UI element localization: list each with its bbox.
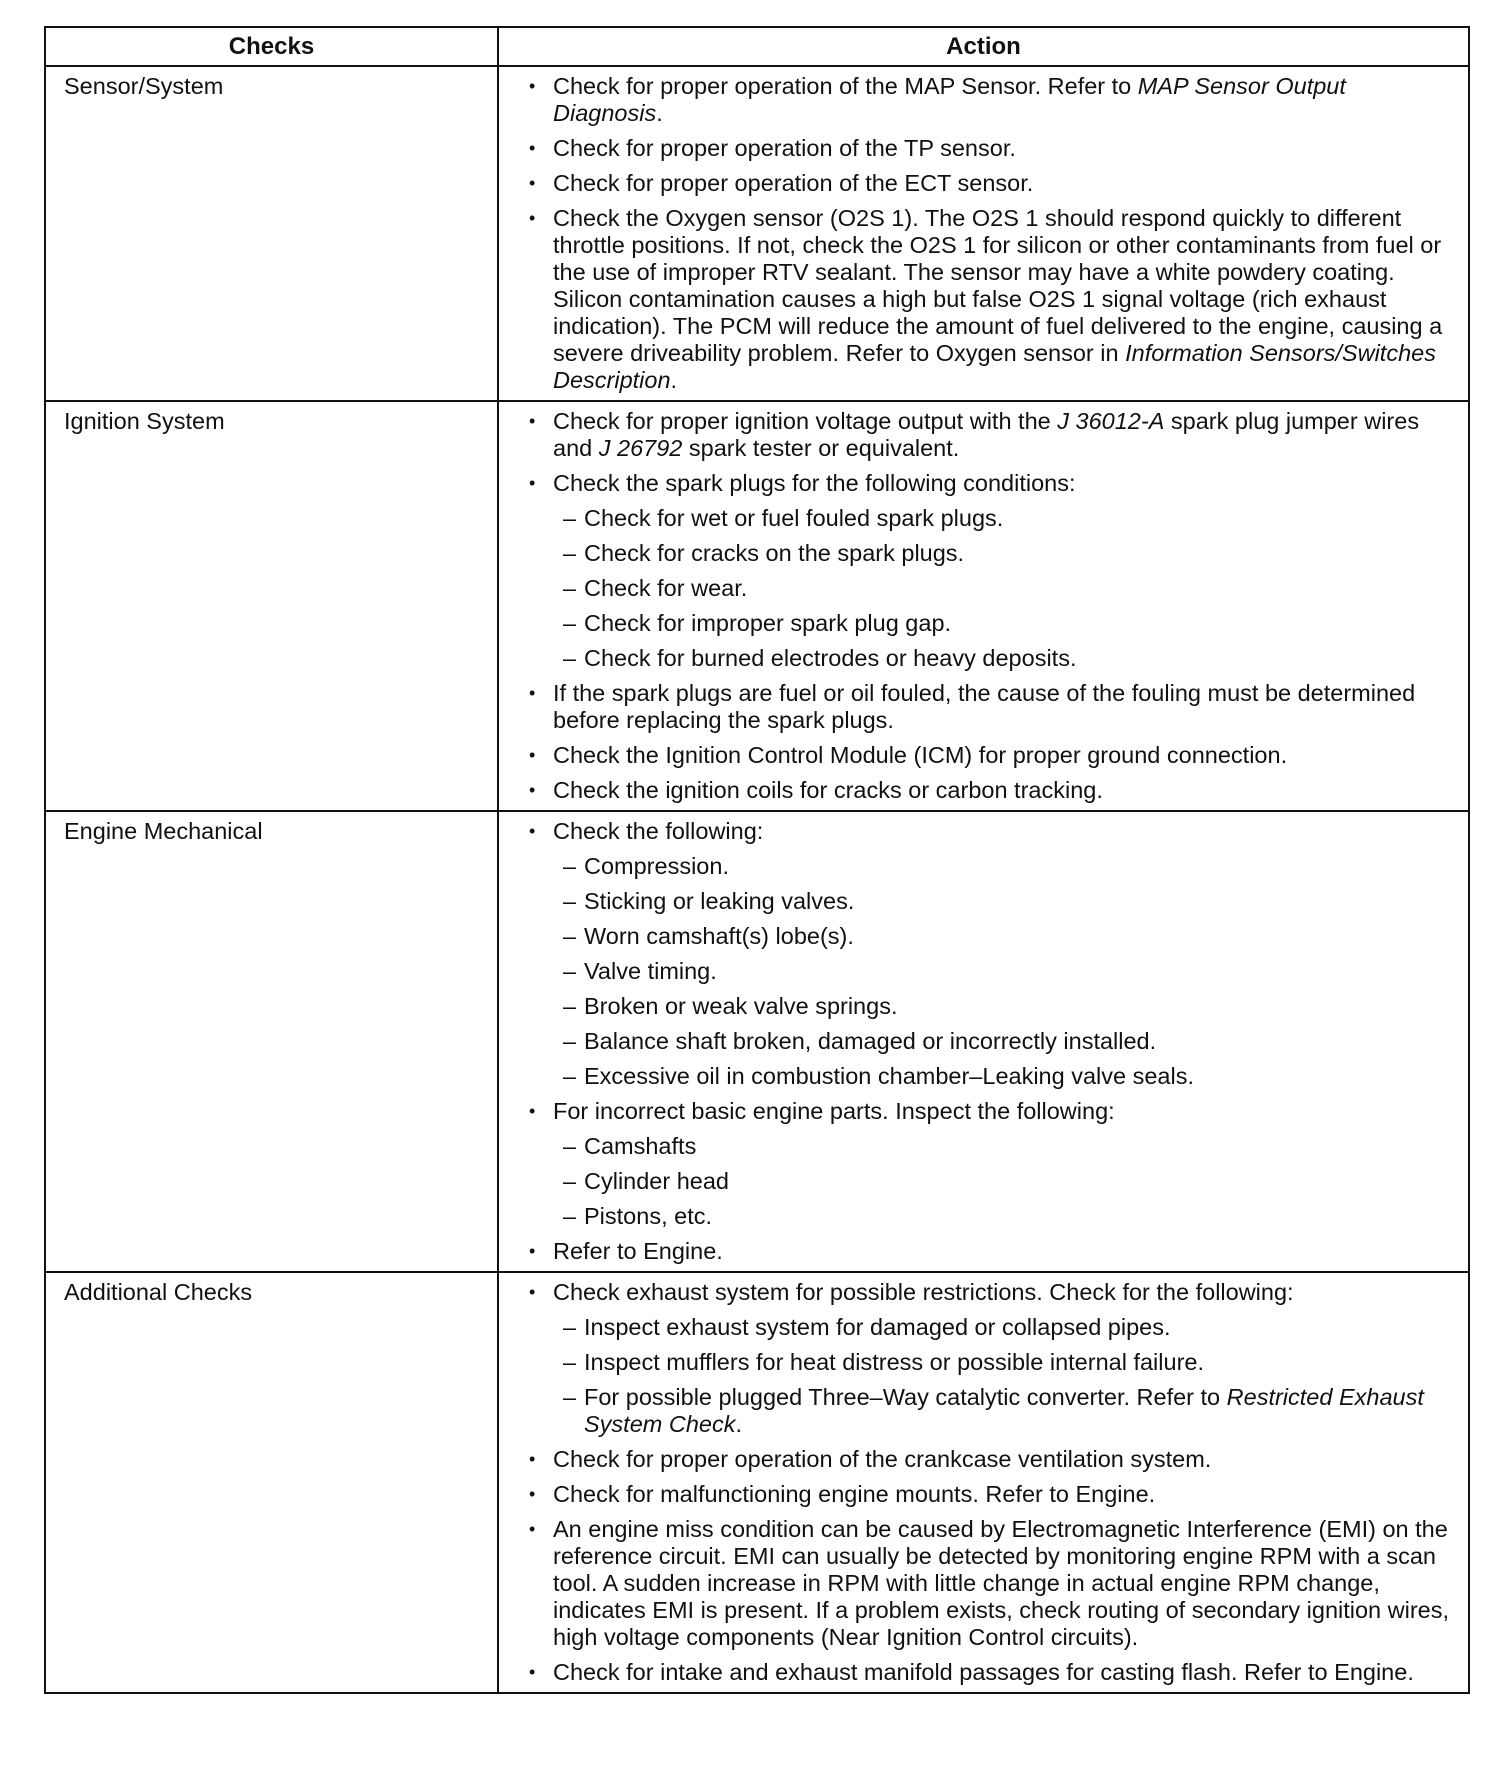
action-bullet-item — [527, 1516, 1454, 1651]
table-row — [45, 401, 1469, 811]
text-fragment: Sticking or leaking valves. — [584, 888, 855, 914]
text-fragment: Check for proper operation of the TP sensor. — [553, 135, 1016, 161]
action-cell — [498, 66, 1469, 401]
check-cell — [45, 401, 498, 811]
sub-item — [553, 645, 1454, 672]
bullet-text — [553, 205, 1442, 393]
dash-marker: – — [563, 1028, 577, 1054]
dash-marker: – — [563, 888, 577, 914]
text-fragment: Check the ignition coils for cracks or carbon tracking. — [553, 777, 1103, 803]
sub-item-text — [584, 505, 1003, 531]
bullet-text — [553, 408, 1419, 461]
bullet-marker: • — [529, 1241, 536, 1261]
sub-item — [553, 993, 1454, 1020]
dash-marker: – — [563, 1349, 577, 1375]
dash-marker: – — [563, 1314, 577, 1340]
sub-item-text — [584, 1063, 1194, 1089]
bullet-text — [553, 742, 1287, 768]
checks-column-header: Checks — [45, 27, 498, 66]
dash-marker: – — [563, 645, 577, 671]
dash-marker: – — [563, 1384, 577, 1410]
text-fragment: Check for proper operation of the MAP Sensor. Refer to — [553, 73, 1138, 99]
bullet-marker: • — [529, 76, 536, 96]
action-cell — [498, 811, 1469, 1272]
text-fragment: Check the following: — [553, 818, 764, 844]
dash-marker: – — [563, 923, 577, 949]
table-body — [45, 66, 1469, 1693]
action-bullet-item — [527, 1446, 1454, 1473]
sub-item-text — [584, 1133, 696, 1159]
text-fragment: Check exhaust system for possible restrictions. Check for the following: — [553, 1279, 1294, 1305]
table-row — [45, 1272, 1469, 1693]
action-bullet-item — [527, 205, 1454, 394]
text-fragment: Check for intake and exhaust manifold passages for casting flash. Refer to Engine. — [553, 1659, 1414, 1685]
bullet-marker: • — [529, 473, 536, 493]
sub-item — [553, 1349, 1454, 1376]
text-fragment: Refer to Engine. — [553, 1238, 723, 1264]
sub-item-text — [584, 1349, 1204, 1375]
diagnostic-checks-table — [44, 26, 1470, 1694]
bullet-marker: • — [529, 821, 536, 841]
text-fragment: Check the spark plugs for the following conditions: — [553, 470, 1076, 496]
sub-item — [553, 610, 1454, 637]
sub-item-text — [584, 993, 897, 1019]
sub-item — [553, 853, 1454, 880]
sub-item — [553, 505, 1454, 532]
dash-marker: – — [563, 853, 577, 879]
sub-item-text — [584, 1168, 729, 1194]
text-fragment: Valve timing. — [584, 958, 717, 984]
bullet-marker: • — [529, 208, 536, 228]
check-category-label: Additional Checks — [64, 1279, 253, 1305]
sub-item-text — [584, 575, 747, 601]
action-cell — [498, 401, 1469, 811]
dash-marker: – — [563, 575, 577, 601]
check-cell — [45, 66, 498, 401]
check-cell — [45, 1272, 498, 1693]
dash-marker: – — [563, 1133, 577, 1159]
text-fragment: spark tester or equivalent. — [682, 435, 960, 461]
sub-item-list — [553, 853, 1454, 1090]
bullet-marker: • — [529, 1484, 536, 1504]
sub-item — [553, 1203, 1454, 1230]
bullet-marker: • — [529, 411, 536, 431]
bullet-marker: • — [529, 745, 536, 765]
sub-item — [553, 923, 1454, 950]
check-category-label: Ignition System — [64, 408, 225, 434]
text-fragment: Inspect mufflers for heat distress or possible internal failure. — [584, 1349, 1204, 1375]
text-fragment: Camshafts — [584, 1133, 697, 1159]
bullet-text — [553, 1279, 1294, 1305]
bullet-text — [553, 680, 1415, 733]
bullet-text — [553, 818, 763, 844]
sub-item-text — [584, 888, 854, 914]
bullet-marker: • — [529, 780, 536, 800]
text-fragment: Check for proper operation of the crankcase ventilation system. — [553, 1446, 1212, 1472]
text-fragment: Check for proper operation of the ECT sensor. — [553, 170, 1034, 196]
sub-item-list — [553, 505, 1454, 672]
sub-item-list — [553, 1314, 1454, 1438]
text-fragment: . — [656, 100, 663, 126]
dash-marker: – — [563, 505, 577, 531]
text-fragment: For incorrect basic engine parts. Inspect the following: — [553, 1098, 1115, 1124]
sub-item-text — [584, 610, 951, 636]
bullet-marker: • — [529, 1282, 536, 1302]
action-column-header: Action — [498, 27, 1469, 66]
dash-marker: – — [563, 1063, 577, 1089]
action-bullet-item — [527, 170, 1454, 197]
sub-item — [553, 1133, 1454, 1160]
action-bullet-item — [527, 135, 1454, 162]
bullet-marker: • — [529, 1101, 536, 1121]
text-fragment: For possible plugged Three–Way catalytic converter. Refer to — [584, 1384, 1227, 1410]
sub-item — [553, 1384, 1454, 1438]
action-bullet-item — [527, 1238, 1454, 1265]
sub-item — [553, 1314, 1454, 1341]
bullet-marker: • — [529, 1449, 536, 1469]
action-bullet-item — [527, 470, 1454, 672]
dash-marker: – — [563, 1168, 577, 1194]
bullet-text — [553, 1446, 1211, 1472]
sub-item-list — [553, 1133, 1454, 1230]
sub-item — [553, 575, 1454, 602]
text-fragment: Check for wet or fuel fouled spark plugs. — [584, 505, 1004, 531]
bullet-marker: • — [529, 1519, 536, 1539]
dash-marker: – — [563, 540, 577, 566]
table-header-row — [45, 27, 1469, 66]
sub-item — [553, 958, 1454, 985]
text-fragment: Excessive oil in combustion chamber–Leaking valve seals. — [584, 1063, 1195, 1089]
reference-text: Restricted Exhaust System Check — [584, 1384, 1424, 1437]
bullet-text — [553, 1098, 1115, 1124]
action-bullet-item — [527, 680, 1454, 734]
reference-text: J 36012-A — [1057, 408, 1165, 434]
text-fragment: Worn camshaft(s) lobe(s). — [584, 923, 854, 949]
sub-item — [553, 1168, 1454, 1195]
sub-item-text — [584, 1028, 1156, 1054]
text-fragment: Cylinder head — [584, 1168, 730, 1194]
action-bullet-item — [527, 73, 1454, 127]
bullet-marker: • — [529, 1662, 536, 1682]
action-cell — [498, 1272, 1469, 1693]
sub-item-text — [584, 853, 729, 879]
action-bullet-item — [527, 1279, 1454, 1438]
sub-item — [553, 540, 1454, 567]
action-bullet-item — [527, 742, 1454, 769]
reference-text: MAP Sensor Output Diagnosis — [553, 73, 1346, 126]
sub-item-text — [584, 958, 717, 984]
text-fragment: If the spark plugs are fuel or oil fouled, the cause of the fouling must be determined before replacing the spark plugs. — [553, 680, 1416, 733]
text-fragment: Balance shaft broken, damaged or incorrectly installed. — [584, 1028, 1157, 1054]
sub-item-text — [584, 1384, 1424, 1437]
sub-item-text — [584, 540, 964, 566]
bullet-text — [553, 1516, 1449, 1650]
check-cell — [45, 811, 498, 1272]
bullet-text — [553, 170, 1033, 196]
sub-item-text — [584, 1203, 712, 1229]
sub-item-text — [584, 923, 854, 949]
text-fragment: spark plug jumper wires and — [553, 408, 1420, 461]
text-fragment: Check for proper ignition voltage output with the — [553, 408, 1058, 434]
text-fragment: Check for burned electrodes or heavy deposits. — [584, 645, 1077, 671]
text-fragment: Check for wear. — [584, 575, 748, 601]
text-fragment: . — [735, 1411, 743, 1437]
text-fragment: Check the Ignition Control Module (ICM) for proper ground connection. — [553, 742, 1288, 768]
action-bullet-item — [527, 1481, 1454, 1508]
text-fragment: An engine miss condition can be caused by Electromagnetic Interference (EMI) on the reference circuit. EMI can usually be detected by monitoring engine RPM with a scan tool. A sudden increase in RPM with little change in actual engine RPM change, indicates EMI is present. If a problem exists, check routing of secondary ignition wires, high voltage components (Near Ignition Control circuits). — [553, 1516, 1450, 1650]
sub-item — [553, 1028, 1454, 1055]
action-bullet-item — [527, 818, 1454, 1090]
dash-marker: – — [563, 1203, 577, 1229]
text-fragment: Pistons, etc. — [584, 1203, 712, 1229]
sub-item — [553, 1063, 1454, 1090]
bullet-marker: • — [529, 138, 536, 158]
check-category-label: Sensor/System — [64, 73, 224, 99]
text-fragment: . — [670, 367, 678, 393]
bullet-text — [553, 1238, 723, 1264]
action-bullet-item — [527, 1098, 1454, 1230]
action-bullet-item — [527, 408, 1454, 462]
reference-text: Information Sensors/Switches Description — [553, 340, 1436, 393]
table-row — [45, 66, 1469, 401]
bullet-marker: • — [529, 173, 536, 193]
action-bullet-item — [527, 777, 1454, 804]
dash-marker: – — [563, 993, 577, 1019]
dash-marker: – — [563, 610, 577, 636]
text-fragment: Inspect exhaust system for damaged or collapsed pipes. — [584, 1314, 1171, 1340]
bullet-text — [553, 1659, 1414, 1685]
check-category-label: Engine Mechanical — [64, 818, 263, 844]
reference-text: J 26792 — [598, 435, 683, 461]
sub-item-text — [584, 645, 1076, 671]
table-row — [45, 811, 1469, 1272]
text-fragment: Broken or weak valve springs. — [584, 993, 898, 1019]
bullet-text — [553, 470, 1076, 496]
text-fragment: Compression. — [584, 853, 729, 879]
text-fragment: Check for cracks on the spark plugs. — [584, 540, 965, 566]
bullet-text — [553, 73, 1346, 126]
action-bullet-item — [527, 1659, 1454, 1686]
dash-marker: – — [563, 958, 577, 984]
text-fragment: Check the Oxygen sensor (O2S 1). The O2S 1 should respond quickly to different throttle positions. If not, check the O2S 1 for silicon or other contaminants from fuel or the use of improper RTV sealant. The sensor may have a white powdery coating. Silicon contamination causes a high but false O2S 1 signal voltage (rich exhaust indication). The PCM will reduce the amount of fuel delivered to the engine, causing a severe driveability problem. Refer to Oxygen sensor in — [553, 205, 1443, 366]
text-fragment: Check for improper spark plug gap. — [584, 610, 952, 636]
bullet-text — [553, 1481, 1155, 1507]
bullet-text — [553, 135, 1016, 161]
bullet-marker: • — [529, 683, 536, 703]
sub-item-text — [584, 1314, 1171, 1340]
bullet-text — [553, 777, 1103, 803]
text-fragment: Check for malfunctioning engine mounts. Refer to Engine. — [553, 1481, 1156, 1507]
sub-item — [553, 888, 1454, 915]
